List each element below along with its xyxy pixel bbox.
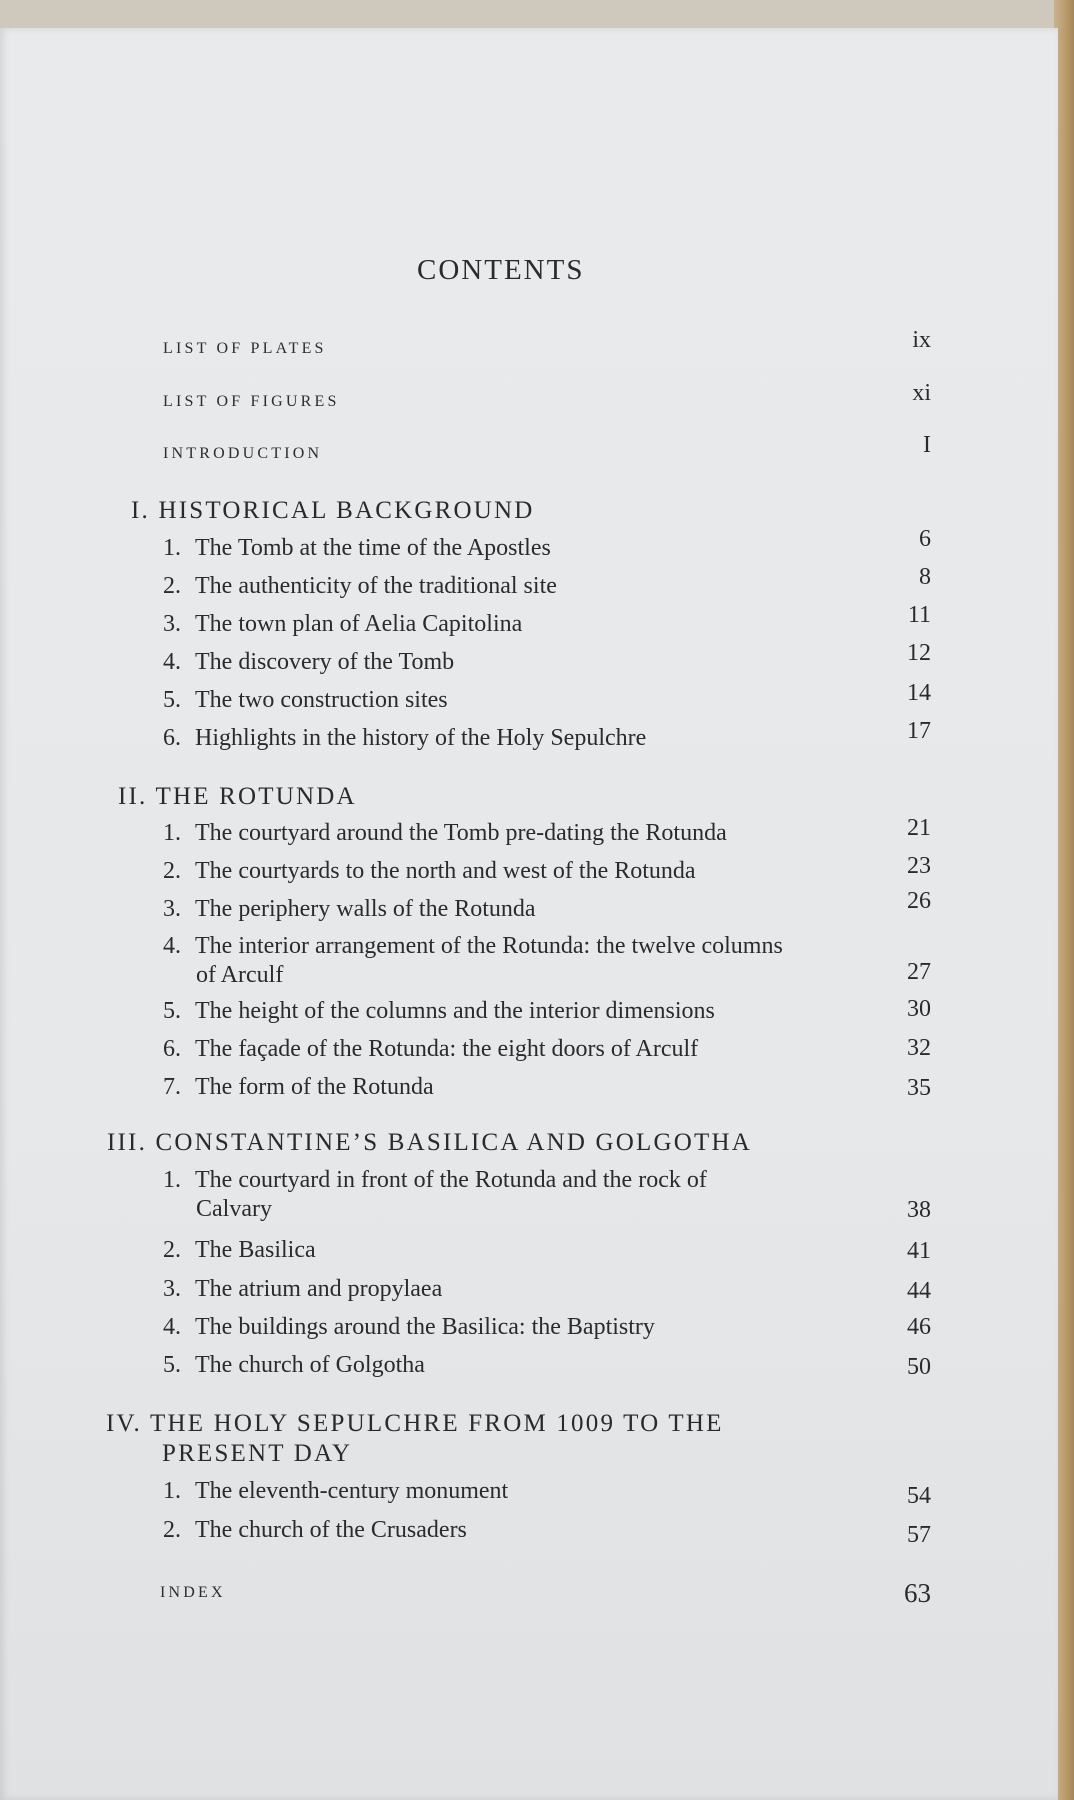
toc-entry-introduction[interactable]: INTRODUCTION — [163, 445, 323, 462]
page-number: 30 — [907, 996, 931, 1022]
section-title: The Tomb at the time of the Apostles — [195, 535, 551, 561]
page-number: 50 — [907, 1354, 931, 1380]
chapter-title: THE HOLY SEPULCHRE FROM 1009 TO THE — [150, 1410, 724, 1437]
section-number: 4. — [163, 649, 181, 675]
page-number: 23 — [907, 853, 931, 879]
page-number: 41 — [907, 1238, 931, 1264]
section-title: The courtyard in front of the Rotunda and the rock of — [195, 1167, 707, 1193]
page-number: 17 — [907, 718, 931, 744]
section-number: 1. — [163, 1478, 181, 1504]
page-number: 6 — [919, 526, 931, 552]
section-title: The atrium and propylaea — [195, 1276, 443, 1302]
section-title: The two construction sites — [195, 687, 448, 713]
page-number: 54 — [907, 1483, 931, 1509]
section-number: 2. — [163, 573, 181, 599]
page-number: I — [923, 432, 931, 458]
toc-entry[interactable] — [163, 819, 903, 848]
toc-entry[interactable] — [163, 1236, 903, 1265]
section-number: 1. — [163, 1167, 181, 1193]
chapter-numeral: II. — [118, 783, 148, 810]
page-number: 26 — [907, 888, 931, 914]
section-number: 4. — [163, 933, 181, 959]
section-number: 4. — [163, 1314, 181, 1340]
section-title: The form of the Rotunda — [195, 1074, 434, 1100]
chapter-numeral: I. — [131, 497, 150, 524]
page-number: 38 — [907, 1197, 931, 1223]
section-number: 3. — [163, 896, 181, 922]
toc-entry[interactable] — [163, 724, 903, 753]
page-number: 27 — [907, 959, 931, 985]
toc-entry[interactable] — [163, 572, 903, 601]
toc-entry[interactable] — [163, 1516, 903, 1545]
toc-entry[interactable] — [163, 932, 903, 990]
toc-entry[interactable] — [163, 1035, 903, 1064]
page-number: 12 — [907, 640, 931, 666]
page-number: 32 — [907, 1035, 931, 1061]
toc-entry[interactable] — [163, 1313, 903, 1342]
section-title: The church of Golgotha — [195, 1352, 425, 1378]
page-number: 11 — [907, 602, 931, 628]
section-title: The buildings around the Basilica: the Baptistry — [195, 1314, 655, 1340]
toc-entry[interactable] — [163, 1275, 903, 1304]
section-title-continued: of Arculf — [196, 962, 284, 988]
page-number: 14 — [907, 680, 931, 706]
section-title: The discovery of the Tomb — [195, 649, 455, 675]
chapter-title: CONSTANTINE’S BASILICA AND GOLGOTHA — [155, 1129, 753, 1156]
section-title: Highlights in the history of the Holy Sepulchre — [195, 725, 647, 751]
toc-entry[interactable] — [163, 686, 903, 715]
toc-entry-index[interactable]: INDEX — [160, 1584, 226, 1601]
section-number: 1. — [163, 820, 181, 846]
page-number: 44 — [907, 1278, 931, 1304]
section-number: 5. — [163, 687, 181, 713]
section-title: The town plan of Aelia Capitolina — [195, 611, 523, 637]
toc-entry[interactable] — [163, 857, 903, 886]
section-title: The façade of the Rotunda: the eight doors of Arculf — [195, 1036, 699, 1062]
page-number: 8 — [919, 564, 931, 590]
toc-entry[interactable] — [163, 610, 903, 639]
section-title: The height of the columns and the interior dimensions — [195, 998, 715, 1024]
section-title-continued: Calvary — [196, 1196, 272, 1222]
section-number: 5. — [163, 998, 181, 1024]
section-title: The courtyard around the Tomb pre-dating the Rotunda — [195, 820, 727, 846]
section-number: 2. — [163, 858, 181, 884]
chapter-title: THE ROTUNDA — [155, 783, 357, 810]
chapter-heading[interactable] — [118, 782, 357, 812]
section-title: The church of the Crusaders — [195, 1517, 467, 1543]
section-number: 6. — [163, 1036, 181, 1062]
toc-entry[interactable] — [163, 648, 903, 677]
section-number: 7. — [163, 1074, 181, 1100]
section-title: The eleventh-century monument — [195, 1478, 509, 1504]
toc-entry[interactable] — [163, 1351, 903, 1380]
chapter-title-continued: PRESENT DAY — [162, 1440, 353, 1467]
section-title: The periphery walls of the Rotunda — [195, 896, 536, 922]
toc-entry[interactable] — [163, 534, 903, 563]
section-number: 6. — [163, 725, 181, 751]
section-title: The Basilica — [195, 1237, 316, 1263]
toc-entry[interactable] — [163, 997, 903, 1026]
page-number: 63 — [904, 1578, 931, 1608]
page-number: ix — [912, 327, 931, 353]
chapter-heading[interactable] — [107, 1128, 752, 1158]
section-number: 2. — [163, 1517, 181, 1543]
page-number: 46 — [907, 1314, 931, 1340]
section-number: 1. — [163, 535, 181, 561]
page-number: xi — [912, 380, 931, 406]
section-title: The interior arrangement of the Rotunda: the twelve columns — [195, 933, 783, 959]
section-number: 3. — [163, 611, 181, 637]
toc-entry-list-of-plates[interactable]: LIST OF PLATES — [163, 340, 327, 357]
page-number: 57 — [907, 1522, 931, 1548]
toc-entry[interactable] — [163, 1477, 903, 1506]
chapter-numeral: IV. — [106, 1410, 143, 1437]
page-title: CONTENTS — [417, 254, 585, 286]
toc-entry[interactable] — [163, 1073, 903, 1102]
section-number: 3. — [163, 1276, 181, 1302]
page-number: 35 — [907, 1075, 931, 1101]
section-number: 5. — [163, 1352, 181, 1378]
chapter-heading[interactable] — [131, 496, 535, 526]
toc-entry[interactable] — [163, 1166, 903, 1224]
chapter-heading[interactable] — [106, 1409, 724, 1469]
toc-entry[interactable] — [163, 895, 903, 924]
section-title: The authenticity of the traditional site — [195, 573, 557, 599]
chapter-title: HISTORICAL BACKGROUND — [158, 497, 535, 524]
page-number: 21 — [907, 815, 931, 841]
section-title: The courtyards to the north and west of the Rotunda — [195, 858, 696, 884]
section-number: 2. — [163, 1237, 181, 1263]
toc-entry-list-of-figures[interactable]: LIST OF FIGURES — [163, 393, 340, 410]
chapter-numeral: III. — [107, 1129, 148, 1156]
